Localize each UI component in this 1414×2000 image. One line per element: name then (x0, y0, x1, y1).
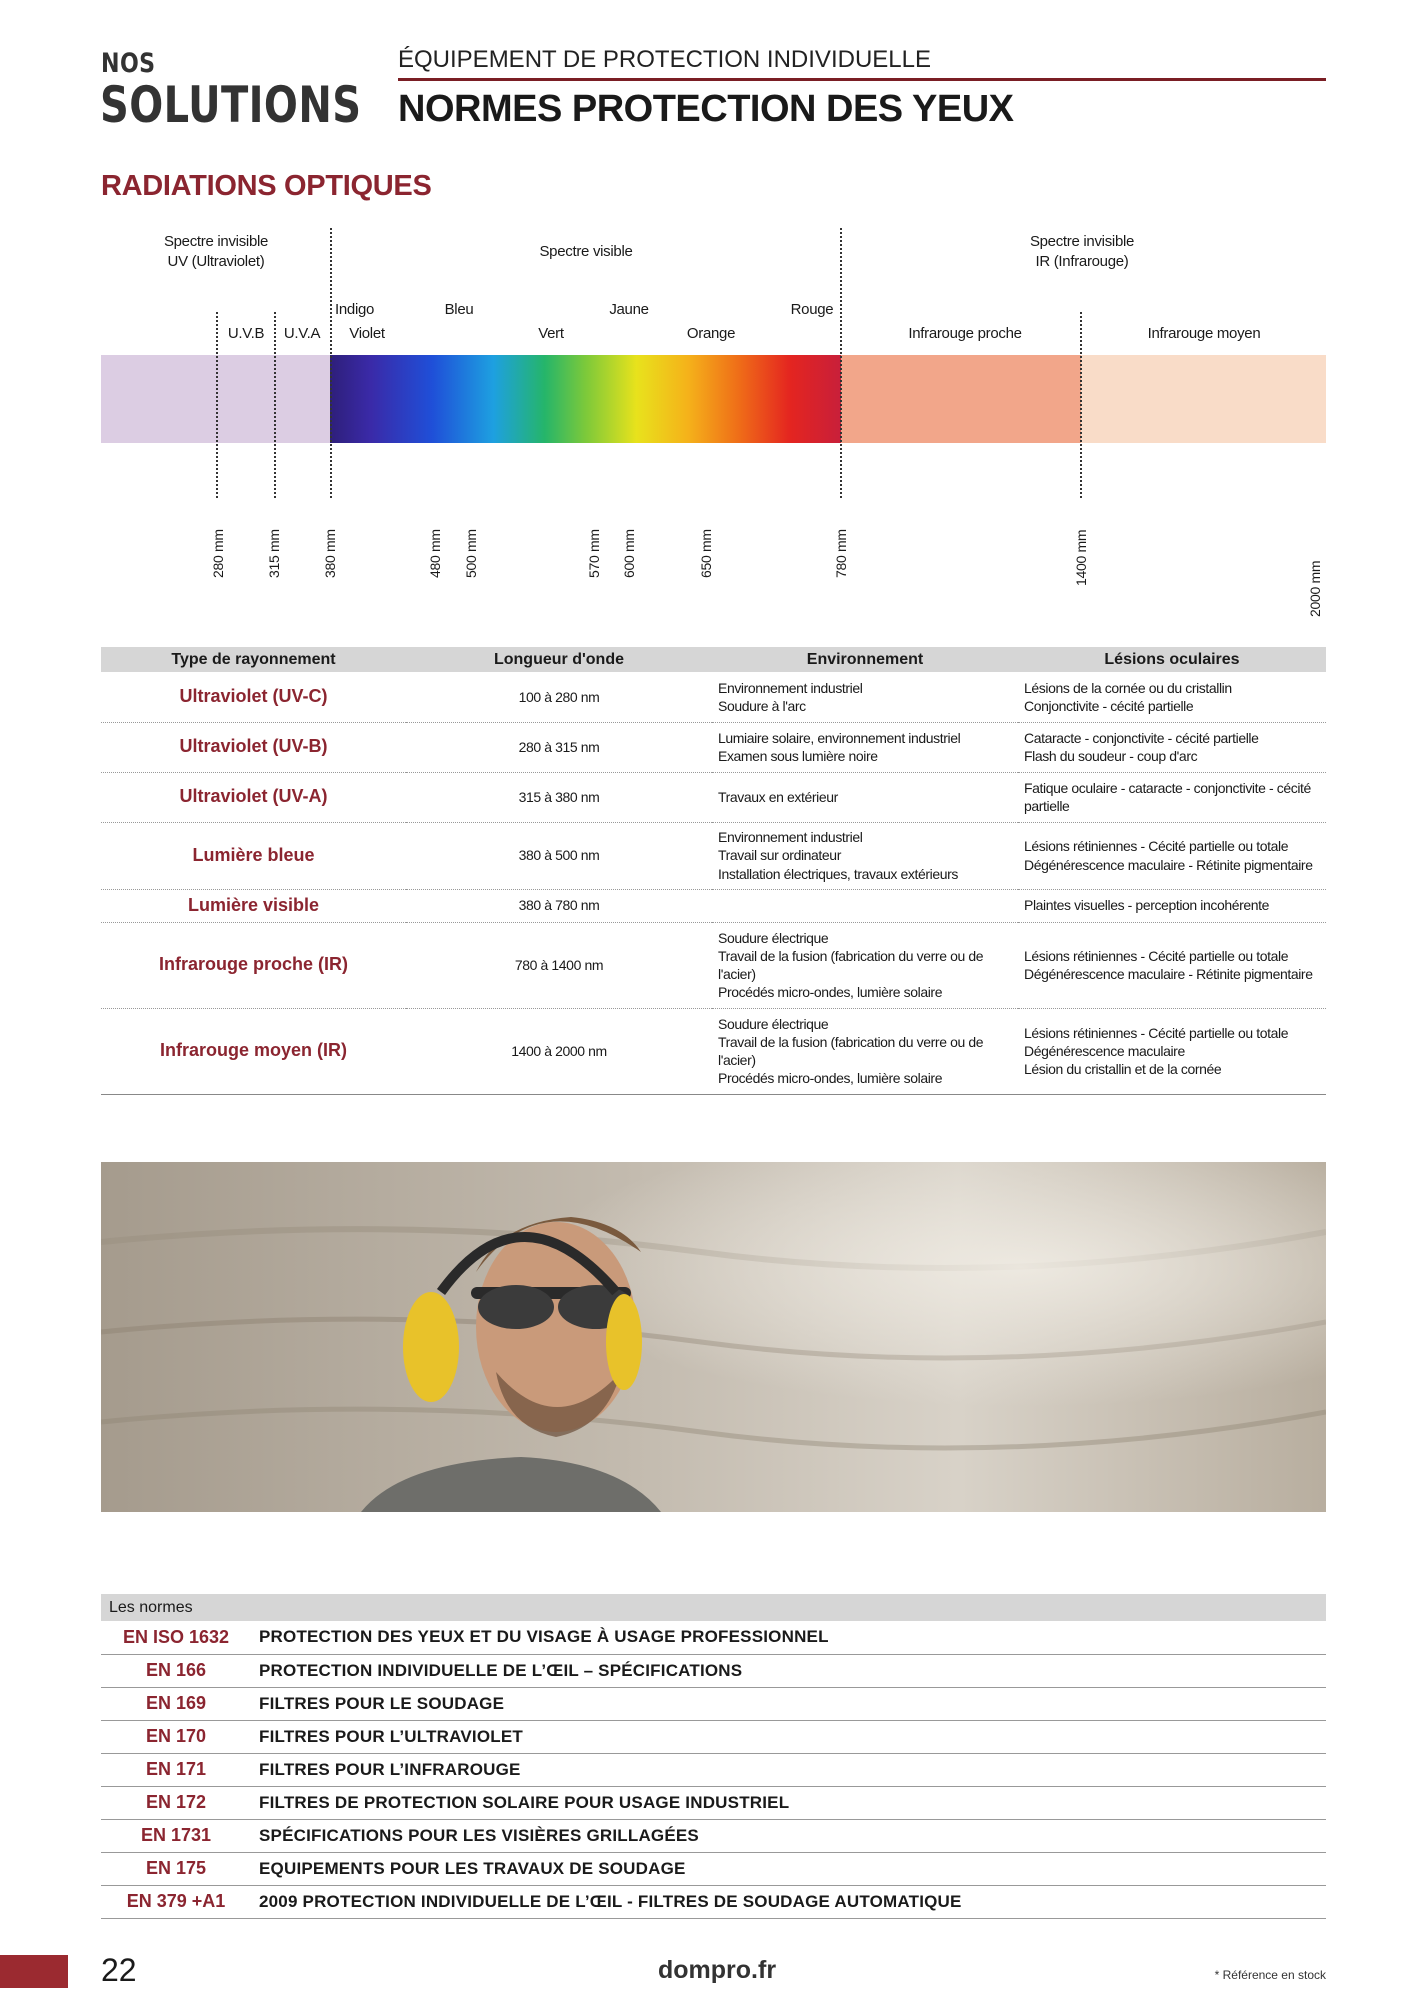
row-env: Lumiaire solaire, environnement industriel Examen sous lumière noire (712, 722, 1018, 772)
row-env: Soudure électrique Travail de la fusion (fabrication du verre ou de l'acier) Procédés micro-ondes, lumière solaire (712, 922, 1018, 1008)
norme-desc: FILTRES DE PROTECTION SOLAIRE POUR USAGE INDUSTRIEL (251, 1786, 1326, 1819)
row-wave: 280 à 315 nm (406, 722, 712, 772)
jaune-label: Jaune (609, 301, 649, 318)
table-row (101, 1687, 1326, 1720)
norme-desc: 2009 PROTECTION INDIVIDUELLE DE L’ŒIL - FILTRES DE SOUDAGE AUTOMATIQUE (251, 1885, 1326, 1918)
row-wave: 380 à 500 nm (406, 822, 712, 889)
norme-desc: FILTRES POUR L’INFRAROUGE (251, 1753, 1326, 1786)
ir-mid-label: Infrarouge moyen (1147, 325, 1261, 342)
ir-near-label: Infrarouge proche (908, 325, 1022, 342)
divider-780 (840, 228, 842, 498)
table-row (101, 922, 1326, 1008)
row-wave: 1400 à 2000 nm (406, 1008, 712, 1094)
table-row (101, 1786, 1326, 1819)
norme-code: EN 379 +A1 (101, 1885, 251, 1918)
divider-315 (274, 312, 276, 498)
nm-780: 780 mm (833, 529, 849, 578)
row-wave: 315 à 380 nm (406, 772, 712, 822)
col-header-wave: Longueur d'onde (406, 647, 712, 672)
nm-2000: 2000 mm (1307, 560, 1323, 617)
row-type: Ultraviolet (UV-C) (101, 672, 406, 722)
table-row (101, 1852, 1326, 1885)
table-row (101, 672, 1326, 722)
nm-600: 600 mm (621, 529, 637, 578)
row-env: Environnement industriel Soudure à l'arc (712, 672, 1018, 722)
violet-label: Violet (349, 325, 385, 342)
bleu-label: Bleu (444, 301, 474, 318)
col-header-type: Type de rayonnement (101, 647, 406, 672)
footer-accent-bar (0, 1955, 68, 1988)
table-row (101, 1885, 1326, 1918)
row-lesions: Lésions rétiniennes - Cécité partielle ou totale Dégénérescence maculaire - Rétinite pigmentaire (1018, 922, 1326, 1008)
norme-code: EN 1731 (101, 1819, 251, 1852)
row-lesions: Lésions rétiniennes - Cécité partielle ou totale Dégénérescence maculaire Lésion du cristallin et de la cornée (1018, 1008, 1326, 1094)
row-lesions: Cataracte - conjonctivite - cécité partielle Flash du soudeur - coup d'arc (1018, 722, 1326, 772)
orange-label: Orange (686, 325, 736, 342)
divider-1400 (1080, 312, 1082, 498)
row-type: Ultraviolet (UV-B) (101, 722, 406, 772)
table-row (101, 1753, 1326, 1786)
row-env: Travaux en extérieur (712, 772, 1018, 822)
table-row (101, 722, 1326, 772)
table-row (101, 1008, 1326, 1094)
ir-near-band (841, 355, 1081, 443)
ir-title: Spectre invisible IR (Infrarouge) (1029, 233, 1135, 270)
norme-desc: FILTRES POUR L’ULTRAVIOLET (251, 1720, 1326, 1753)
col-header-lesions: Lésions oculaires (1018, 647, 1326, 672)
norme-desc: PROTECTION DES YEUX ET DU VISAGE À USAGE PROFESSIONNEL (251, 1621, 1326, 1654)
section-title: RADIATIONS OPTIQUES (101, 170, 432, 202)
brand-nos: NOS (101, 48, 156, 79)
norme-code: EN 171 (101, 1753, 251, 1786)
row-wave: 100 à 280 nm (406, 672, 712, 722)
header-divider (398, 78, 1326, 81)
row-lesions: Lésions de la cornée ou du cristallin Conjonctivite - cécité partielle (1018, 672, 1326, 722)
norme-desc: PROTECTION INDIVIDUELLE DE L’ŒIL – SPÉCIFICATIONS (251, 1654, 1326, 1687)
norme-code: EN 166 (101, 1654, 251, 1687)
brand-solutions: SOLUTIONS (100, 76, 362, 134)
table-row (101, 1819, 1326, 1852)
visible-title: Spectre visible (539, 243, 633, 260)
norme-code: EN 172 (101, 1786, 251, 1819)
footer-note: * Référence en stock (1214, 1968, 1326, 1982)
row-type: Infrarouge moyen (IR) (101, 1008, 406, 1094)
row-type: Lumière bleue (101, 822, 406, 889)
worker-photo (101, 1162, 1326, 1512)
table-row (101, 1654, 1326, 1687)
rouge-label: Rouge (790, 301, 834, 318)
row-env (712, 889, 1018, 922)
row-type: Infrarouge proche (IR) (101, 922, 406, 1008)
vert-label: Vert (538, 325, 564, 342)
site-url[interactable]: dompro.fr (658, 1956, 777, 1984)
norme-code: EN ISO 1632 (101, 1621, 251, 1654)
nm-480: 480 mm (427, 529, 443, 578)
radiation-table (101, 647, 1326, 1095)
norme-code: EN 169 (101, 1687, 251, 1720)
nm-315: 315 mm (266, 529, 282, 578)
divider-380 (330, 228, 332, 498)
table-header-row (101, 647, 1326, 672)
ir-mid-band (1081, 355, 1326, 443)
norme-desc: FILTRES POUR LE SOUDAGE (251, 1687, 1326, 1720)
norme-code: EN 170 (101, 1720, 251, 1753)
page-number: 22 (101, 1952, 137, 1988)
nm-500: 500 mm (463, 529, 479, 578)
normes-header: Les normes (101, 1594, 1326, 1621)
row-wave: 380 à 780 nm (406, 889, 712, 922)
nm-1400: 1400 mm (1073, 529, 1089, 586)
nm-380: 380 mm (322, 529, 338, 578)
uvb-label: U.V.B (227, 325, 265, 342)
row-env: Environnement industriel Travail sur ordinateur Installation électriques, travaux extérieurs (712, 822, 1018, 889)
page-title: NORMES PROTECTION DES YEUX (398, 88, 1014, 130)
header-subtitle: ÉQUIPEMENT DE PROTECTION INDIVIDUELLE (398, 46, 931, 73)
indigo-label: Indigo (335, 301, 375, 318)
table-row (101, 822, 1326, 889)
normes-table (101, 1621, 1326, 1919)
visible-band (330, 355, 841, 443)
uva-label: U.V.A (283, 325, 321, 342)
table-row (101, 1720, 1326, 1753)
norme-code: EN 175 (101, 1852, 251, 1885)
nm-280: 280 mm (210, 529, 226, 578)
row-lesions: Lésions rétiniennes - Cécité partielle ou totale Dégénérescence maculaire - Rétinite pigmentaire (1018, 822, 1326, 889)
table-row (101, 1621, 1326, 1654)
nm-650: 650 mm (698, 529, 714, 578)
col-header-env: Environnement (712, 647, 1018, 672)
nm-570: 570 mm (586, 529, 602, 578)
table-row (101, 772, 1326, 822)
row-lesions: Plaintes visuelles - perception incohérente (1018, 889, 1326, 922)
row-type: Ultraviolet (UV-A) (101, 772, 406, 822)
worker-illustration (101, 1162, 1326, 1512)
row-type: Lumière visible (101, 889, 406, 922)
row-lesions: Fatique oculaire - cataracte - conjonctivite - cécité partielle (1018, 772, 1326, 822)
uv-title: Spectre invisible UV (Ultraviolet) (163, 233, 269, 270)
row-wave: 780 à 1400 nm (406, 922, 712, 1008)
table-row (101, 889, 1326, 922)
norme-desc: EQUIPEMENTS POUR LES TRAVAUX DE SOUDAGE (251, 1852, 1326, 1885)
divider-280 (216, 312, 218, 498)
norme-desc: SPÉCIFICATIONS POUR LES VISIÈRES GRILLAGÉES (251, 1819, 1326, 1852)
row-env: Soudure électrique Travail de la fusion (fabrication du verre ou de l'acier) Procédés micro-ondes, lumière solaire (712, 1008, 1018, 1094)
